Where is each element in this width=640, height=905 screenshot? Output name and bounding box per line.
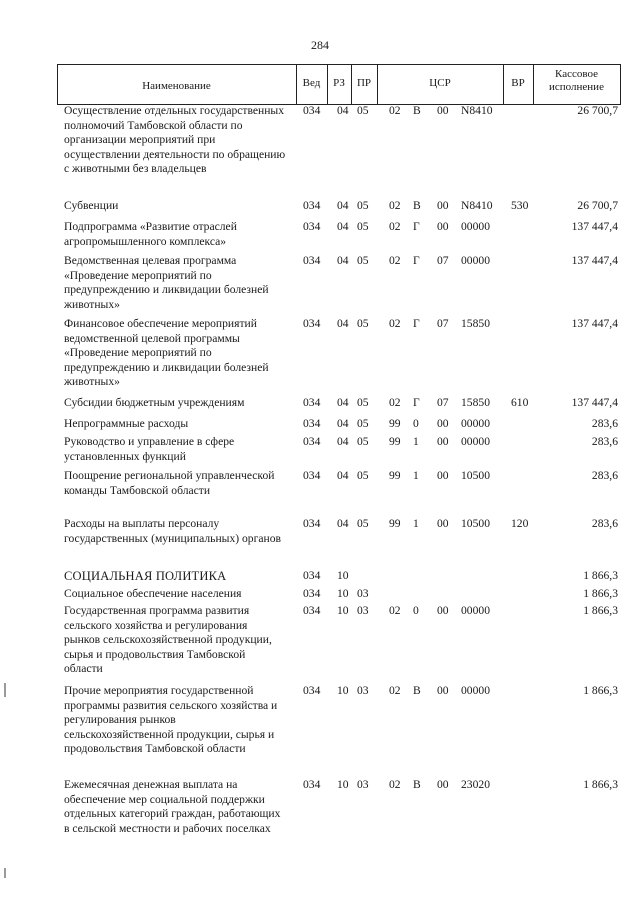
row-ved: 034 [303, 684, 321, 697]
row-ved: 034 [303, 199, 321, 212]
row-name: Субсидии бюджетным учреждениям [64, 396, 245, 409]
header-pr: ПР [356, 77, 372, 89]
row-csr-direction: N8410 [461, 199, 493, 212]
row-pr: 05 [357, 435, 369, 448]
row-csr-event: 07 [437, 396, 449, 409]
header-csr: ЦСР [429, 77, 451, 89]
row-rz: 04 [337, 469, 349, 482]
row-pr: 05 [357, 317, 369, 330]
row-csr-subprogram: В [413, 199, 421, 212]
row-ved: 034 [303, 104, 321, 117]
row-csr-program: 02 [389, 220, 401, 233]
row-ved: 034 [303, 396, 321, 409]
scan-margin-mark [4, 683, 6, 697]
row-name: Прочие мероприятия государственной программы развития сельского хозяйства и регулирования рынков сельскохозяйственной продукции, сырья и продовольствия Тамбовской области [64, 684, 278, 756]
row-vr: 530 [511, 199, 529, 212]
row-rz: 10 [337, 604, 349, 617]
row-csr-direction: 15850 [461, 317, 490, 330]
row-csr-program: 99 [389, 417, 401, 430]
row-csr-program: 02 [389, 778, 401, 791]
row-csr-program: 99 [389, 435, 401, 448]
row-ved: 034 [303, 417, 321, 430]
row-csr-subprogram: В [413, 778, 421, 791]
row-amount: 283,6 [591, 417, 618, 430]
row-csr-event: 00 [437, 417, 449, 430]
header-rz: РЗ [333, 77, 345, 89]
row-amount: 1 866,3 [583, 684, 618, 697]
row-ved: 034 [303, 220, 321, 233]
scan-margin-mark [4, 868, 6, 878]
header-amount [533, 68, 620, 94]
row-amount: 137 447,4 [571, 254, 618, 267]
row-csr-event: 00 [437, 604, 449, 617]
row-amount: 26 700,7 [577, 104, 618, 117]
row-pr: 03 [357, 604, 369, 617]
row-vr: 610 [511, 396, 529, 409]
row-csr-direction: N8410 [461, 104, 493, 117]
row-csr-event: 00 [437, 435, 449, 448]
row-csr-direction: 10500 [461, 517, 490, 530]
row-csr-event: 00 [437, 104, 449, 117]
row-rz: 04 [337, 254, 349, 267]
row-csr-event: 00 [437, 778, 449, 791]
row-csr-subprogram: Г [413, 317, 420, 330]
row-rz: 04 [337, 220, 349, 233]
row-vr: 120 [511, 517, 529, 530]
row-ved: 034 [303, 317, 321, 330]
row-pr: 05 [357, 417, 369, 430]
row-pr: 05 [357, 104, 369, 117]
row-csr-program: 99 [389, 469, 401, 482]
row-csr-event: 00 [437, 684, 449, 697]
row-rz: 10 [337, 778, 349, 791]
row-csr-subprogram: Г [413, 396, 420, 409]
row-csr-event: 00 [437, 220, 449, 233]
row-rz: 04 [337, 435, 349, 448]
row-csr-subprogram: Г [413, 220, 420, 233]
page-number: 284 [311, 38, 329, 52]
header-ved: Вед [302, 77, 321, 89]
row-name: Социальное обеспечение населения [64, 587, 242, 600]
row-csr-subprogram: Г [413, 254, 420, 267]
row-amount: 137 447,4 [571, 396, 618, 409]
row-csr-direction: 00000 [461, 435, 490, 448]
row-rz: 04 [337, 104, 349, 117]
row-amount: 283,6 [591, 517, 618, 530]
row-amount: 137 447,4 [571, 220, 618, 233]
row-pr: 05 [357, 469, 369, 482]
row-csr-direction: 00000 [461, 254, 490, 267]
row-amount: 1 866,3 [583, 587, 618, 600]
row-pr: 03 [357, 684, 369, 697]
row-csr-direction: 10500 [461, 469, 490, 482]
row-name: Поощрение региональной управленческой команды Тамбовской области [64, 469, 275, 497]
header-top-rule [57, 64, 621, 65]
row-name: Ведомственная целевая программа «Проведение мероприятий по предупреждению и ликвидации болезней животных» [64, 254, 269, 311]
row-name: СОЦИАЛЬНАЯ ПОЛИТИКА [64, 569, 227, 583]
row-csr-subprogram: 0 [413, 417, 419, 430]
row-csr-program: 02 [389, 684, 401, 697]
row-name: Государственная программа развития сельского хозяйства и регулирования рынков сельскохозяйственной продукции, сырья и продовольствия Тамбовской области [64, 604, 272, 676]
row-csr-direction: 00000 [461, 604, 490, 617]
row-ved: 034 [303, 469, 321, 482]
row-name: Субвенции [64, 199, 119, 212]
row-name: Ежемесячная денежная выплата на обеспечение мер социальной поддержки отдельных категорий граждан, работающих в сельской местности и рабочих поселках [64, 778, 281, 835]
row-csr-program: 02 [389, 317, 401, 330]
row-pr: 03 [357, 778, 369, 791]
row-amount: 26 700,7 [577, 199, 618, 212]
row-rz: 04 [337, 417, 349, 430]
header-vr: ВР [511, 77, 525, 89]
row-ved: 034 [303, 254, 321, 267]
row-csr-direction: 15850 [461, 396, 490, 409]
header-divider [620, 64, 621, 104]
row-csr-subprogram: В [413, 684, 421, 697]
row-name: Руководство и управление в сфере установленных функций [64, 435, 235, 463]
row-amount: 283,6 [591, 469, 618, 482]
row-csr-event: 07 [437, 254, 449, 267]
row-pr: 05 [357, 396, 369, 409]
row-csr-event: 00 [437, 517, 449, 530]
row-csr-program: 02 [389, 199, 401, 212]
row-rz: 04 [337, 317, 349, 330]
row-rz: 10 [337, 587, 349, 600]
row-ved: 034 [303, 517, 321, 530]
row-ved: 034 [303, 587, 321, 600]
row-csr-subprogram: 0 [413, 604, 419, 617]
row-name: Подпрограмма «Развитие отраслей агропромышленного комплекса» [64, 220, 237, 248]
row-amount: 283,6 [591, 435, 618, 448]
row-rz: 10 [337, 569, 349, 582]
row-rz: 10 [337, 684, 349, 697]
row-rz: 04 [337, 517, 349, 530]
row-amount: 137 447,4 [571, 317, 618, 330]
row-csr-direction: 00000 [461, 417, 490, 430]
row-pr: 05 [357, 254, 369, 267]
row-ved: 034 [303, 604, 321, 617]
header-amount-line2: исполнение [549, 81, 604, 93]
row-csr-event: 00 [437, 199, 449, 212]
row-csr-event: 00 [437, 469, 449, 482]
row-csr-event: 07 [437, 317, 449, 330]
row-csr-subprogram: 1 [413, 517, 419, 530]
row-pr: 03 [357, 587, 369, 600]
row-ved: 034 [303, 778, 321, 791]
row-name: Финансовое обеспечение мероприятий ведомственной целевой программы «Проведение мероприятий по предупреждению и ликвидации болезней животных» [64, 317, 269, 389]
row-rz: 04 [337, 199, 349, 212]
row-pr: 05 [357, 220, 369, 233]
row-name: Осуществление отдельных государственных полномочий Тамбовской области по организации мероприятий при осуществлении деятельности по обращению с животными без владельцев [64, 104, 286, 176]
row-amount: 1 866,3 [583, 604, 618, 617]
row-amount: 1 866,3 [583, 778, 618, 791]
header-amount-line1: Кассовое [555, 68, 598, 80]
row-csr-program: 02 [389, 104, 401, 117]
row-pr: 05 [357, 517, 369, 530]
row-csr-direction: 00000 [461, 220, 490, 233]
row-csr-subprogram: В [413, 104, 421, 117]
row-csr-direction: 23020 [461, 778, 490, 791]
row-name: Расходы на выплаты персоналу государственных (муниципальных) органов [64, 517, 281, 545]
row-csr-subprogram: 1 [413, 469, 419, 482]
row-csr-program: 99 [389, 517, 401, 530]
row-csr-program: 02 [389, 396, 401, 409]
header-name: Наименование [142, 80, 211, 92]
row-pr: 05 [357, 199, 369, 212]
row-csr-subprogram: 1 [413, 435, 419, 448]
row-rz: 04 [337, 396, 349, 409]
row-ved: 034 [303, 569, 321, 582]
row-amount: 1 866,3 [583, 569, 618, 582]
row-csr-program: 02 [389, 254, 401, 267]
row-ved: 034 [303, 435, 321, 448]
row-csr-direction: 00000 [461, 684, 490, 697]
row-csr-program: 02 [389, 604, 401, 617]
row-name: Непрограммные расходы [64, 417, 189, 430]
